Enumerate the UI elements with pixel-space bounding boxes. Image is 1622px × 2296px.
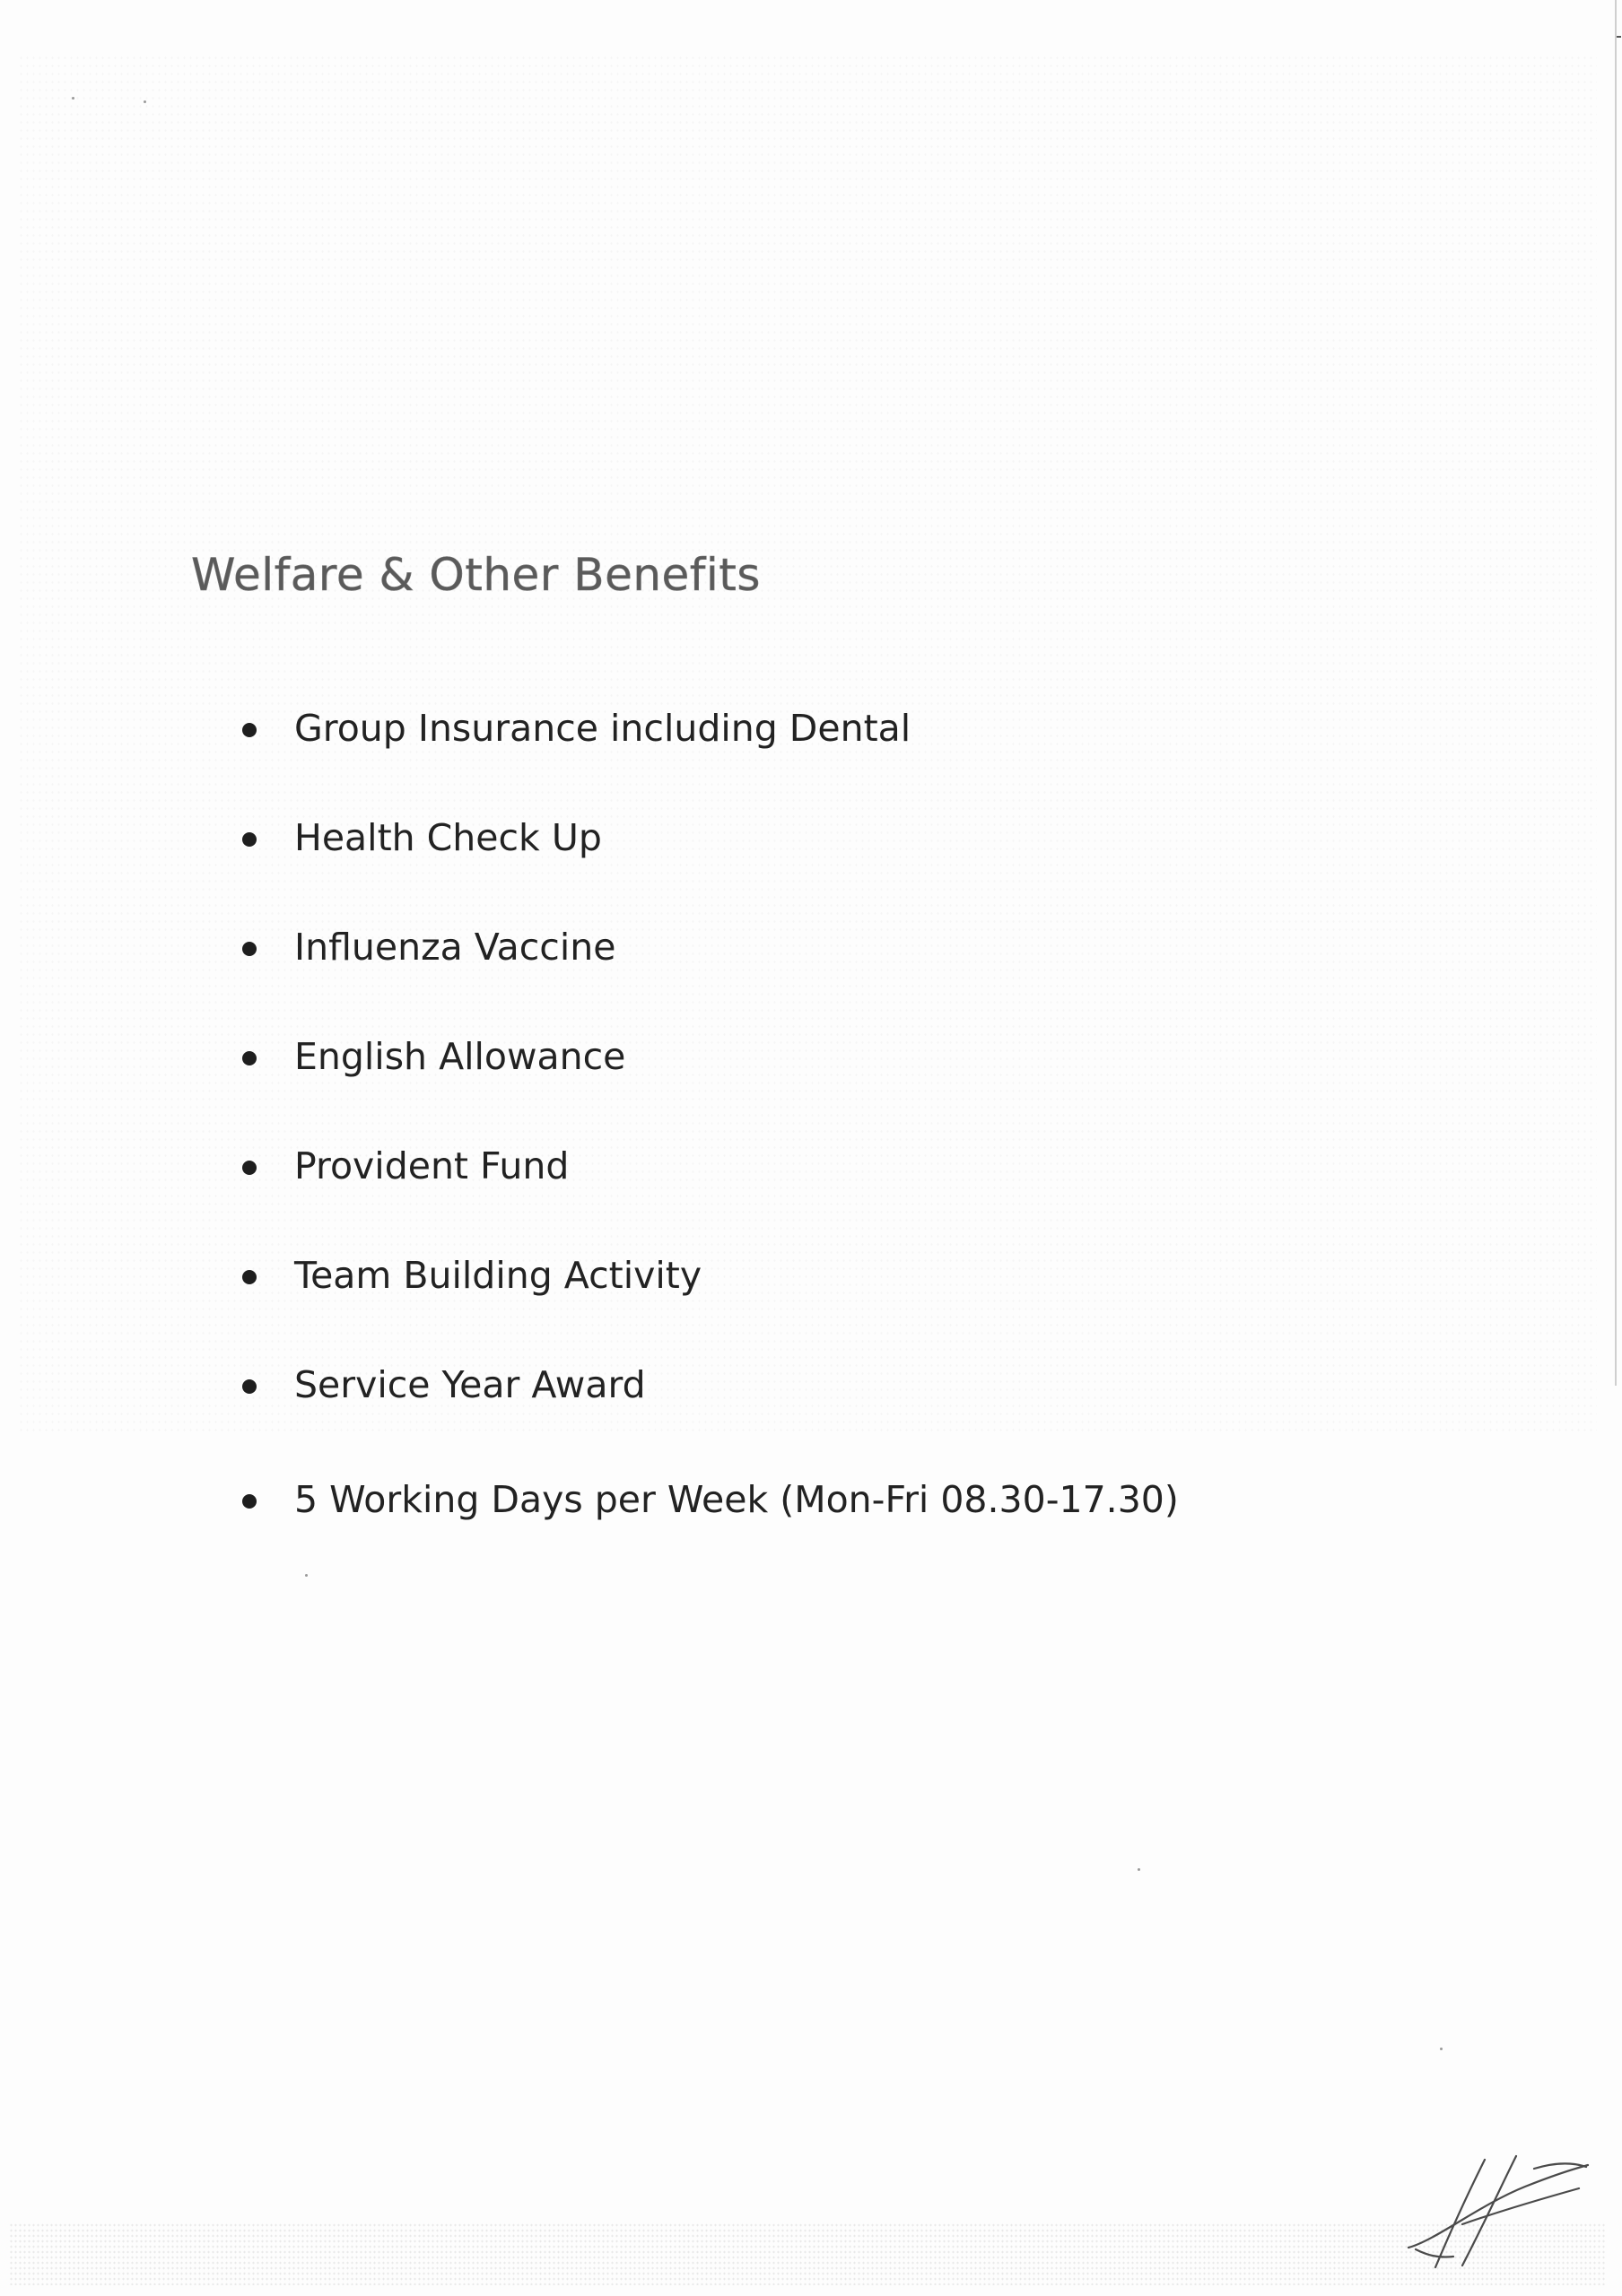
bullet-icon [242,1270,257,1284]
list-item [242,1248,1179,1358]
scan-speck [305,1574,308,1577]
list-item [242,1358,1179,1467]
benefit-label: Health Check Up [294,816,602,859]
page-edge-mark [1617,36,1621,38]
scan-speck [1138,1868,1140,1871]
page-title: Welfare & Other Benefits [191,549,761,601]
list-item [242,811,1179,920]
scan-texture-bottom [9,2222,1606,2285]
list-item [242,701,1179,811]
bullet-icon [242,832,257,847]
list-item [242,1139,1179,1248]
list-item [242,1030,1179,1139]
benefit-label: Team Building Activity [294,1254,702,1297]
bullet-icon [242,1379,257,1394]
benefits-list [242,701,1179,1582]
bullet-icon [242,723,257,737]
benefit-label: English Allowance [294,1035,626,1078]
signature-mark [1400,2142,1606,2276]
bullet-icon [242,1494,257,1509]
bullet-icon [242,1161,257,1175]
bullet-icon [242,1051,257,1065]
benefit-label: Influenza Vaccine [294,926,616,969]
benefit-label: 5 Working Days per Week (Mon-Fri 08.30-17.30) [294,1478,1179,1521]
benefit-label: Service Year Award [294,1363,646,1406]
bullet-icon [242,942,257,956]
scan-speck [1440,2048,1443,2050]
page-edge-line [1615,0,1617,1386]
scan-speck [72,97,74,100]
list-item [242,1473,1179,1582]
scan-speck [144,100,146,103]
list-item [242,920,1179,1030]
benefit-label: Provident Fund [294,1144,570,1187]
benefit-label: Group Insurance including Dental [294,707,911,750]
